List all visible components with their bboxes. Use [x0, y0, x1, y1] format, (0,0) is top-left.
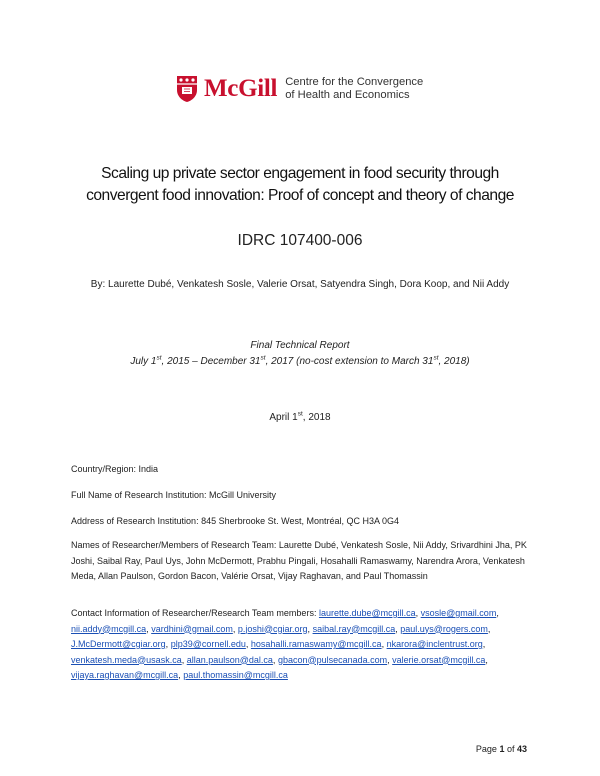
email-separator: , [232, 623, 238, 634]
institution-field: Full Name of Research Institution: McGill University [71, 490, 277, 500]
country-field: Country/Region: India [71, 464, 159, 474]
email-link[interactable]: saibal.ray@mcgill.ca [312, 623, 396, 634]
email-link[interactable]: valerie.orsat@mcgill.ca [392, 654, 486, 665]
email-link[interactable]: paul.thomassin@mcgill.ca [183, 670, 288, 680]
period-extension: , 2017 (no-cost extension to March 31 [265, 356, 434, 367]
period-end-suffix: st [260, 354, 266, 362]
period-start: July 1 [130, 356, 157, 367]
email-link[interactable]: vsosle@gmail.com [420, 608, 497, 618]
period-extension-suffix: st [433, 354, 439, 362]
email-separator: , [387, 654, 393, 665]
email-link[interactable]: nkarora@inclentrust.org [386, 639, 483, 649]
email-separator: , [181, 654, 187, 665]
address-field: Address of Research Institution: 845 Sherbrooke St. West, Montréal, QC H3A 0G4 [71, 516, 399, 526]
centre-line-1: Centre for the Convergence [285, 76, 424, 88]
authors-line: By: Laurette Dubé, Venkatesh Sosle, Valerie Orsat, Satyendra Singh, Dora Koop, and Nii Addy [90, 279, 510, 290]
researchers-field: Names of Researcher/Members of Research Team: Laurette Dubé, Venkatesh Sosle, Nii Addy, Srivardhini Jha, PK Joshi, Saibal Ray, Paul Uys, John McDermott, Prabhu Pingali, Hosahalli Ramaswamy, Narendra Arora, Venkatesh Meda, Allan Paulson, Gordon Bacon, Valérie Orsat, Vijay Raghavan, and Paul Thomassin [71, 540, 527, 581]
email-separator: , [487, 623, 491, 634]
page-current: 1 [499, 744, 505, 754]
email-link[interactable]: allan.paulson@dal.ca [186, 654, 273, 665]
contact-label: Contact Information of Researcher/Research Team members: [71, 608, 319, 618]
report-date [0, 412, 600, 423]
date-day: April 1 [269, 412, 298, 423]
email-link[interactable]: vardhini@gmail.com [151, 623, 233, 634]
project-id: IDRC 107400-006 [237, 232, 363, 249]
page-of: of [504, 744, 517, 754]
email-separator: , [245, 639, 251, 649]
date-year: , 2018 [302, 412, 331, 423]
mcgill-wordmark: McGill [204, 75, 278, 102]
report-info [0, 338, 600, 370]
email-link[interactable]: gbacon@pulsecanada.com [277, 654, 388, 665]
report-title [40, 163, 560, 207]
page-total: 43 [516, 744, 527, 754]
title-line-2: convergent food innovation: Proof of concept and theory of change [86, 187, 514, 204]
centre-line-2: of Health and Economics [285, 89, 410, 101]
report-type: Final Technical Report [250, 340, 350, 351]
period-tail: , 2018) [438, 356, 470, 367]
email-separator: , [146, 623, 152, 634]
date-suffix: st [297, 410, 303, 418]
contact-field [71, 606, 533, 684]
mcgill-logo [176, 72, 423, 106]
email-link[interactable]: hosahalli.ramaswamy@mcgill.ca [250, 639, 382, 649]
email-separator: , [307, 623, 313, 634]
page-footer [476, 744, 527, 754]
email-separator: , [272, 654, 278, 665]
email-separator: , [485, 654, 488, 665]
email-separator: , [381, 639, 387, 649]
email-link[interactable]: vijaya.raghavan@mcgill.ca [71, 670, 179, 680]
title-line-1: Scaling up private sector engagement in food security through [101, 165, 499, 182]
email-link[interactable]: venkatesh.meda@usask.ca [71, 654, 182, 665]
email-separator: , [165, 639, 171, 649]
email-separator: , [496, 608, 499, 618]
report-period [0, 354, 600, 370]
email-separator: , [178, 670, 184, 680]
email-separator: , [482, 639, 486, 649]
centre-name [285, 76, 423, 102]
email-list [71, 608, 499, 680]
email-separator: , [415, 608, 421, 618]
mcgill-crest-icon [176, 75, 198, 103]
page-label: Page [475, 744, 500, 754]
email-separator: , [395, 623, 401, 634]
email-link[interactable]: nii.addy@mcgill.ca [71, 623, 147, 634]
email-link[interactable]: J.McDermott@cgiar.org [71, 639, 166, 649]
email-link[interactable]: p.joshi@cgiar.org [237, 623, 308, 634]
email-link[interactable]: plp39@cornell.edu [170, 639, 246, 649]
email-link[interactable]: paul.uys@rogers.com [400, 623, 488, 634]
period-start-suffix: st [156, 354, 162, 362]
period-end: , 2015 – December 31 [161, 356, 261, 367]
email-link[interactable]: laurette.dube@mcgill.ca [318, 608, 416, 618]
